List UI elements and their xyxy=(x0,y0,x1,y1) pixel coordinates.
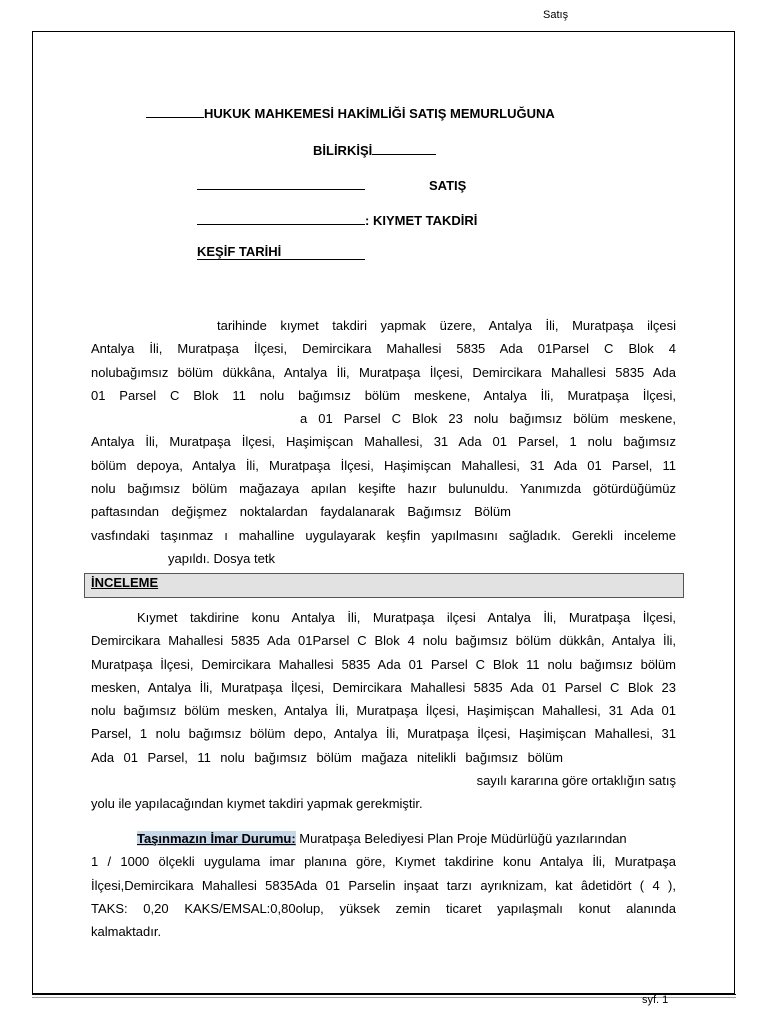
imar-heading: Taşınmazın İmar Durumu: xyxy=(137,831,296,846)
satis-label: SATIŞ xyxy=(429,178,467,193)
footer-rule-secondary xyxy=(32,997,736,998)
intro-line: vasfındaki taşınmaz ı mahalline uygulayarak keşfin yapılmasını sağladık. Gerekli inceleme xyxy=(91,527,676,543)
intro-line: Antalya İli, Muratpaşa İlçesi, Haşimişcan Mahallesi, 31 Ada 01 Parsel, 1 nolu bağımsız xyxy=(91,434,676,450)
intro-line: a 01 Parsel C Blok 23 nolu bağımsız bölüm meskene, xyxy=(300,411,676,427)
section-bar-inceleme xyxy=(84,573,684,598)
imar-first-line xyxy=(91,827,676,850)
imar-line: kalmaktadır. xyxy=(91,924,162,940)
inceleme-paragraph xyxy=(91,606,676,816)
header-right-text: Satış xyxy=(543,9,569,21)
section-title: İNCELEME xyxy=(91,575,159,590)
satis-blank xyxy=(197,177,365,190)
inceleme-line: Parsel, 1 nolu bağımsız bölüm depo, Antalya İli, Muratpaşa İlçesi, Haşimişcan Mahallesi, 31 xyxy=(91,726,676,742)
inceleme-line: Muratpaşa İlçesi, Demircikara Mahallesi 5835 Ada 01 Parsel C Blok 11 nolu bağımsız bölüm xyxy=(91,656,676,672)
kesif-underline xyxy=(197,244,365,260)
page-number: syf. 1 xyxy=(642,994,669,1006)
intro-line: paftasından değişmez noktalardan faydalanarak Bağımsız Bölüm xyxy=(91,504,511,520)
document-title xyxy=(146,106,555,121)
intro-paragraph xyxy=(91,314,676,570)
imar-first-line-rest: Muratpaşa Belediyesi Plan Proje Müdürlüğü yazılarından xyxy=(295,831,627,846)
kiymet-field xyxy=(197,212,477,228)
intro-line: bölüm depoya, Antalya İli, Muratpaşa İlçesi, Haşimişcan Mahallesi, 31 Ada 01 Parsel, 11 xyxy=(91,457,676,473)
bilirkisi-label: BİLİRKİŞİ xyxy=(313,143,373,158)
imar-line: TAKS: 0,20 KAKS/EMSAL:0,80olup, yüksek zemin ticaret yapılaşmalı konut alanında xyxy=(91,900,676,916)
title-text: HUKUK MAHKEMESİ HAKİMLİĞİ SATIŞ MEMURLUĞUNA xyxy=(204,106,555,121)
inceleme-line: nolu bağımsız bölüm mesken, Antalya İli, Muratpaşa İlçesi, Haşimişcan Mahallesi, 31 Ada 01 xyxy=(91,703,676,719)
intro-line: Antalya İli, Muratpaşa İlçesi, Demircikara Mahallesi 5835 Ada 01Parsel C Blok 4 xyxy=(91,341,676,357)
inceleme-line: Ada 01 Parsel, 11 nolu bağımsız bölüm mağaza nitelikli bağımsız bölüm xyxy=(91,749,563,765)
bilirkisi-field xyxy=(313,142,436,158)
inceleme-line: mesken, Antalya İli, Muratpaşa İlçesi, Demircikara Mahallesi 5835 Ada 01 Parsel C Blok 23 xyxy=(91,679,676,695)
inceleme-line: sayılı kararına göre ortaklığın satış xyxy=(476,773,676,789)
kiymet-label: : KIYMET TAKDİRİ xyxy=(365,213,478,228)
intro-line: nolubağımsız bölüm dükkâna, Antalya İli, Muratpaşa İlçesi, Demircikara Mahallesi 5835 Ada xyxy=(91,364,676,380)
kiymet-blank xyxy=(197,212,365,225)
inceleme-line: Kıymet takdirine konu Antalya İli, Muratpaşa ilçesi Antalya İli, Muratpaşa İlçesi, xyxy=(137,610,676,625)
kesif-field xyxy=(197,244,365,263)
imar-paragraph xyxy=(91,827,676,943)
inceleme-line: Demircikara Mahallesi 5835 Ada 01Parsel C Blok 4 nolu bağımsız bölüm dükkân, Antalya İli, xyxy=(91,633,676,649)
footer-rule xyxy=(32,994,736,995)
imar-line: İlçesi,Demircikara Mahallesi 5835Ada 01 Parselin inşaat tarzı ayrıknizam, kat âdetidört ( 4 ), xyxy=(91,877,676,893)
inceleme-line: yolu ile yapılacağından kıymet takdiri yapmak gerekmiştir. xyxy=(91,796,423,812)
intro-line: yapıldı. Dosya tetk xyxy=(168,550,275,566)
kesif-label: KEŞİF TARİHİ xyxy=(197,244,282,259)
satis-field xyxy=(197,177,466,193)
intro-line: tarihinde kıymet takdiri yapmak üzere, Antalya İli, Muratpaşa ilçesi xyxy=(217,318,676,333)
imar-line: 1 / 1000 ölçekli uygulama imar planına göre, Kıymet takdirine konu Antalya İli, Muratpaşa xyxy=(91,854,676,870)
intro-line: nolu bağımsız bölüm mağazaya apılan keşifte hazır bulunuldu. Yanımızda götürdüğümüz xyxy=(91,481,676,497)
intro-line: 01 Parsel C Blok 11 nolu bağımsız bölüm meskene, Antalya İli, Muratpaşa İlçesi, xyxy=(91,387,676,403)
title-blank xyxy=(146,106,204,118)
bilirkisi-blank xyxy=(372,142,436,155)
